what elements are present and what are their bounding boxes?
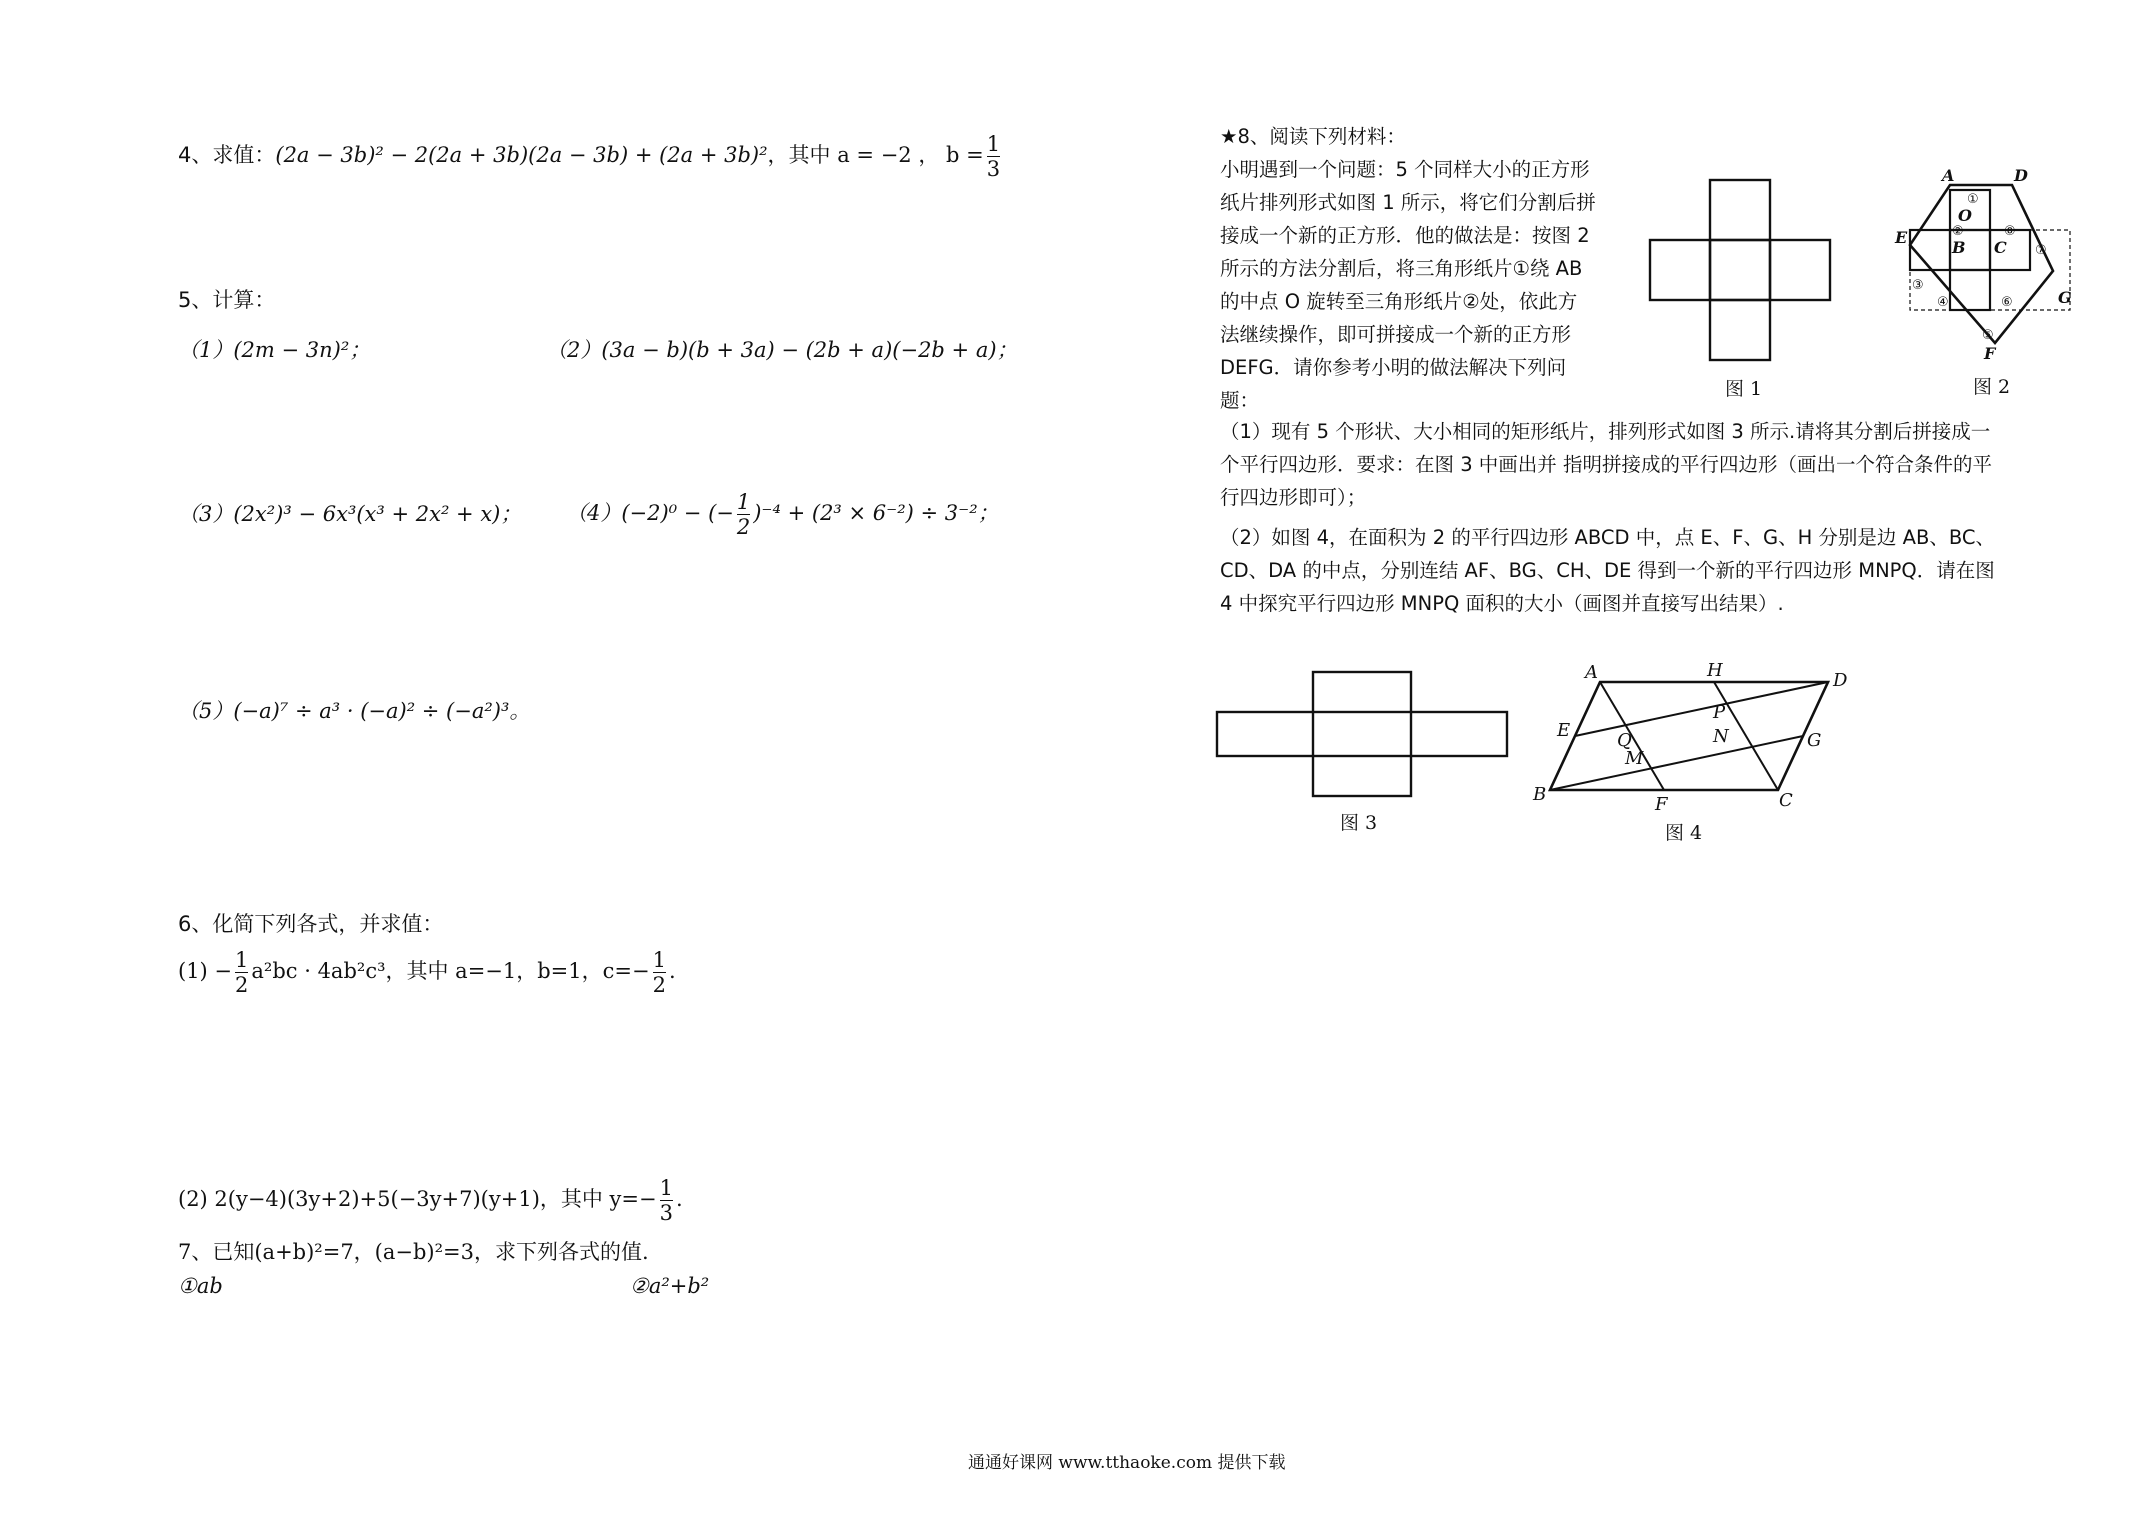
figure-4-caption: 图 4 bbox=[1665, 822, 1703, 844]
q5-part-1: （1）(2m − 3n)²； bbox=[178, 338, 371, 362]
fig2-new-square-outline bbox=[1910, 185, 2053, 343]
q7-sub-1: ①ab bbox=[178, 1274, 223, 1298]
fig2-piece-1: ① bbox=[1967, 192, 1979, 207]
fig3-horizontal-strip bbox=[1217, 712, 1507, 756]
fig4-label-D: D bbox=[1833, 670, 1848, 691]
question-7-title: 7、已知(a+b)²=7，(a−b)²=3，求下列各式的值. bbox=[178, 1240, 649, 1264]
fig2-piece-8: ⑧ bbox=[2004, 224, 2016, 239]
fig2-label-D: D bbox=[2014, 166, 2028, 185]
figure-1-caption: 图 1 bbox=[1725, 378, 1763, 400]
fig4-label-N: N bbox=[1713, 726, 1729, 747]
q6-p2-fraction: $\frac{1}{3}$ bbox=[659, 1176, 673, 1225]
q4-expression: (2a − 3b)² − 2(2a + 3b)(2a − 3b) + (2a + 3b)² bbox=[275, 143, 768, 167]
question-4 bbox=[178, 132, 1003, 181]
fig2-label-C: C bbox=[1994, 238, 2007, 257]
q6-p1-fraction-c: $\frac{1}{2}$ bbox=[652, 948, 666, 997]
q6-part-2: (2) 2(y−4)(3y+2)+5(−3y+7)(y+1)，其中 y=− $\frac{1}{3}$ . bbox=[178, 1176, 683, 1225]
fig2-piece-7: ⑦ bbox=[2035, 243, 2047, 258]
figure-4-parallelogram bbox=[1525, 660, 1855, 820]
footer-text: 通通好课网 www.tthaoke.com 提供下载 bbox=[968, 1453, 1286, 1473]
fig4-label-H: H bbox=[1707, 660, 1723, 681]
fig4-line-DE bbox=[1575, 682, 1828, 736]
fig4-label-E: E bbox=[1557, 720, 1571, 741]
fig2-piece-5: ⑤ bbox=[1982, 328, 1994, 343]
fig4-label-G: G bbox=[1807, 730, 1822, 751]
q5-part-5: （5）(−a)⁷ ÷ a³ · (−a)² ÷ (−a²)³。 bbox=[178, 699, 531, 723]
fig1-square-top bbox=[1710, 180, 1770, 240]
q7-sub-2: ②a²+b² bbox=[630, 1274, 710, 1298]
fig3-vertical-strip bbox=[1313, 672, 1411, 796]
q5-part-4: （4）(−2)⁰ − (− $\frac{1}{2}$ )⁻⁴ + (2³ × 6⁻²) ÷ 3⁻²； bbox=[566, 490, 999, 539]
q4-prefix: 4、求值： bbox=[178, 143, 276, 167]
q5-part-3: （3）(2x²)³ − 6x³(x³ + 2x² + x)； bbox=[178, 502, 522, 526]
fig2-label-O: O bbox=[1958, 206, 1972, 225]
fig2-label-A: A bbox=[1942, 166, 1955, 185]
fig4-line-BG bbox=[1550, 736, 1803, 790]
q4-condition: ，其中 a = −2 ， b = bbox=[767, 143, 984, 167]
figure-2-caption: 图 2 bbox=[1973, 376, 2011, 398]
fig4-line-AF bbox=[1600, 682, 1664, 790]
fig2-piece-4: ④ bbox=[1937, 295, 1949, 310]
fig2-label-E: E bbox=[1895, 228, 1908, 247]
fig2-piece-2: ② bbox=[1952, 224, 1964, 239]
fig2-piece-6: ⑥ bbox=[2001, 295, 2013, 310]
fig4-label-A: A bbox=[1585, 662, 1598, 683]
fig1-square-bottom bbox=[1710, 300, 1770, 360]
question-6-title: 6、化简下列各式，并求值： bbox=[178, 912, 444, 936]
fig4-parallelogram-ABCD bbox=[1550, 682, 1828, 790]
q8-intro: 小明遇到一个问题：5 个同样大小的正方形 纸片排列形式如图 1 所示，将它们分割后拼 接成一个新的正方形．他的做法是：按图 2 所示的方法分割后，将三角形纸片①绕 AB 的中点 O 旋转至三角形纸片②处，依此方 法继续操作，即可拼接成一个新的正方形 DEFG．请你参考小明的做法解决下列问 题： bbox=[1220, 158, 1596, 412]
q6-p1-fraction-a: $\frac{1}{2}$ bbox=[235, 948, 249, 997]
fig4-label-Q: Q bbox=[1617, 730, 1632, 751]
fig4-label-F: F bbox=[1655, 794, 1668, 815]
fig4-label-C: C bbox=[1779, 790, 1793, 811]
q5-part-2: （2）(3a − b)(b + 3a) − (2b + a)(−2b + a)； bbox=[546, 338, 1018, 362]
fig4-label-M: M bbox=[1625, 748, 1644, 769]
q8-part-1: （1）现有 5 个形状、大小相同的矩形纸片，排列形式如图 3 所示.请将其分割后拼接成一 个平行四边形．要求：在图 3 中画出并 指明拼接成的平行四边形（画出一个符合条件的平 行四边形即可）； bbox=[1220, 420, 1993, 509]
fig1-square-center bbox=[1710, 240, 1770, 300]
question-5-title: 5、计算： bbox=[178, 288, 276, 312]
question-8-title: ★8、阅读下列材料： bbox=[1220, 125, 1406, 148]
fig2-label-G: G bbox=[2058, 288, 2072, 307]
figure-3-rectangles bbox=[1215, 670, 1515, 800]
fig1-square-right bbox=[1770, 240, 1830, 300]
fig2-label-F: F bbox=[1984, 344, 1996, 363]
q6-part-1: (1) − $\frac{1}{2}$ a²bc · 4ab²c³，其中 a=−1，b=1，c=− $\frac{1}{2}$ . bbox=[178, 948, 676, 997]
fig4-label-B: B bbox=[1533, 784, 1547, 805]
figure-3-caption: 图 3 bbox=[1340, 812, 1378, 834]
fig1-square-left bbox=[1650, 240, 1710, 300]
fig2-label-B: B bbox=[1952, 238, 1966, 257]
fig4-label-P: P bbox=[1713, 702, 1726, 723]
q4-fraction: $\frac{1}{3}$ bbox=[986, 132, 1001, 181]
fig2-piece-3: ③ bbox=[1912, 278, 1924, 293]
figure-2-dissection bbox=[1890, 165, 2090, 365]
q8-part-2: （2）如图 4，在面积为 2 的平行四边形 ABCD 中，点 E、F、G、H 分别是边 AB、BC、 CD、DA 的中点，分别连结 AF、BG、CH、DE 得到一个新的平行四边形 MNPQ．请在图 4 中探究平行四边形 MNPQ 面积的大小（画图并直接写出结果）. bbox=[1220, 526, 1995, 615]
figure-1-cross bbox=[1640, 178, 1840, 366]
q5-p4-fraction: $\frac{1}{2}$ bbox=[736, 490, 751, 539]
